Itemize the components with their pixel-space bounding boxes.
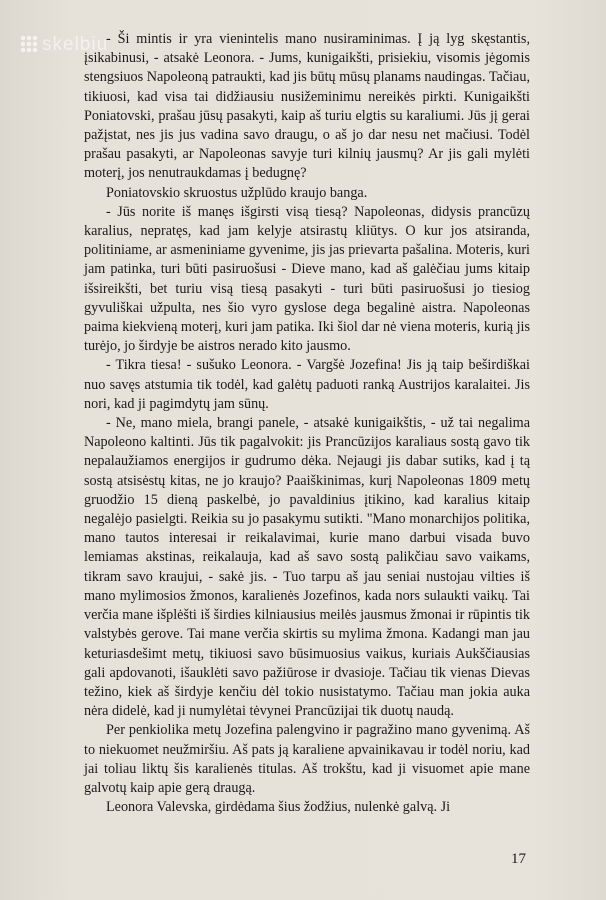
paragraph: Poniatovskio skruostus užplūdo kraujo banga. [106,184,368,201]
paragraph: - Jūs norite iš manęs išgirsti visą tiesą? Napoleonas, didysis prancūzų karalius, nepratęs, kad jam kelyje atsirastų kliūtys. O kur jos atsiranda, politiniame, ar asmeniniame gyvenime, jis jas prievarta pašalina. Moteris, kuri jam patinka, turi būti pasiruošusi - Dieve mano, kad aš galėčiau jums kitaip išsireikšti, bet turiu visą tiesą pasakyti - turi būti pasiruošusi jo tiesiog gyvuliškai užpulta, nes šio vyro gyslose dega begalinė aistra. Napoleonas paima kiekvieną moterį, kuri jam patika. Iki šiol dar nė viena moteris, kurią jis turėjo, jo širdyje be aistros nerado kito jausmo. [84,203,530,355]
body-text [84,30,530,817]
page-number: 17 [511,851,526,867]
paragraph: - Ši mintis ir yra vienintelis mano nusiraminimas. Į ją lyg skęstantis, įsikabinusi, - atsakė Leonora. - Jums, kunigaikšti, prisiekiu, visomis jėgomis stengsiuos Napoleoną patraukti, kad jis būtų mūsų planams naudingas. Tačiau, tikiuosi, kad visa tai didžiausiu nusižeminimu nereikės pirkti. Kunigaikšti Poniatovski, prašau jūsų pasakyti, kaip aš turiu elgtis su karaliumi. Jūs jį gerai pažįstat, nes jis jus vadina savo draugu, o aš jo dar nesu net mačiusi. Todėl prašau pasakyti, ar Napoleonas savyje turi kilnių jausmų? Ar jis gali mylėti moterį, jos nenutraukdamas į bedugnę? [84,31,530,182]
watermark-dots-icon [20,35,38,53]
paragraph: Leonora Valevska, girdėdama šius žodžius, nulenkė galvą. Ji [106,799,451,816]
paragraph: - Ne, mano miela, brangi panele, - atsakė kunigaikštis, - už tai negalima Napoleono kaltinti. Jūs tik pagalvokit: jis Prancūzijos karaliaus sostą gavo tik nepalaužiamos energijos ir gudrumo dėka. Nejaugi jis dabar sutiks, kad į tą sostą atsisėstų kitas, ne jo kraujo? Paaiškinimas, kurį Napoleonas 1809 metų gruodžio 15 dieną paskelbė, jo pavaldinius įtikino, kad karalius kitaip negalėjo pasielgti. Reikia su jo pasakymu sutikti. "Mano monarchijos politika, mano tautos interesai ir reikalavimai, kurie mano darbui visada buvo lemiamas akstinas, reikalauja, kad aš savo sostą palikčiau savo vaikams, tikram savo kraujui, - sakė jis. - Tuo tarpu aš jau seniai nustojau vilties iš mano mylimosios žmonos, karalienės Jozefinos, kada nors sulaukti vaikų. Tai verčia mane išplėšti iš širdies kilniausius meilės jausmus žmonai ir rūpintis tik valstybės gerove. Tai mane verčia skirtis su mylima žmona. Kadangi man jau keturiasdešimt metų, tikiuosi savo būsimuosius vaikus, kuriais Aukščiausias gali apdovanoti, išauklėti savo pažiūrose ir dvasioje. Tačiau tik vienas Dievas težino, kiek aš širdyje kenčiu dėl tokio nusistatymo. Tačiau man jokia auka nėra didelė, kad ji numylėtai tėvynei Prancūzijai tik duotų naudą. [84,415,530,720]
watermark-label: skelbiu [42,34,109,55]
paragraph: Per penkiolika metų Jozefina palengvino ir pagražino mano gyvenimą. Aš to niekuomet neužmiršiu. Aš pats ją karaliene apvainikavau ir todėl noriu, kad jai toliau liktų šis karalienės titulas. Aš trokštu, kad ji visuomet apie mane galvotų kaip apie gerą draugą. [84,722,530,796]
paragraph: - Tikra tiesa! - sušuko Leonora. - Vargšė Jozefina! Jis ją taip beširdiškai nuo savęs atstumia tik todėl, kad galėtų paduoti ranką Austrijos karalaitei. Jis nori, kad ji pagimdytų jam sūnų. [84,357,530,412]
